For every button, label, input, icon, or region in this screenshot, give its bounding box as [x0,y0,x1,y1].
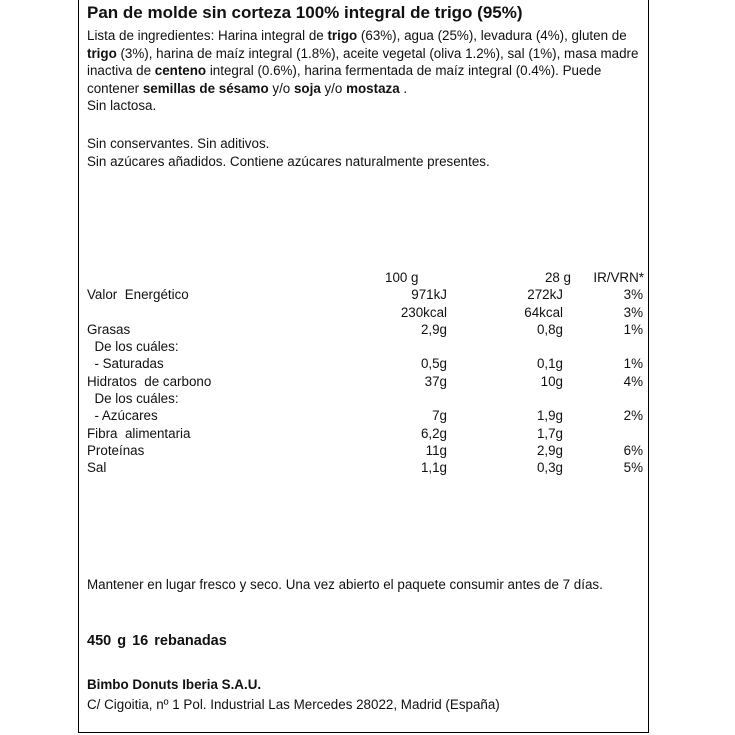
nutrition-header [87,269,647,286]
nutrient-label: Fibra alimentaria [87,425,191,441]
header-28g: 28 g [544,270,571,285]
allergen: semillas de sésamo [142,80,269,96]
allergen: trigo [327,28,358,43]
nutrition-row [87,304,647,321]
value-28g: 1,9g [536,408,563,424]
value-ir: 3% [623,304,643,320]
value-ir: 4% [623,373,643,389]
header-ir: IR/VRN* [593,270,644,285]
value-ir: 5% [623,460,643,476]
ingredients-label: Lista de ingredientes: [87,28,215,43]
allergen: soja [293,80,321,96]
company-name: Bimbo Donuts Iberia S.A.U. [87,677,262,692]
claim-line: Sin azúcares añadidos. Contiene azúcares naturalmente presentes. [87,153,490,169]
nutrition-row [87,442,647,459]
allergen: centeno [154,63,207,79]
nutrient-label: De los cuáles: [87,339,179,355]
value-100g: 11g [425,442,447,458]
nutrient-label: De los cuáles: [87,391,179,407]
value-28g: 0,1g [536,356,563,372]
nutrition-row [87,390,647,407]
value-100g: 230kcal [400,304,447,320]
nutrient-label: Proteínas [87,442,145,458]
value-100g: 37g [424,373,447,389]
value-100g: 1,1g [420,460,447,476]
nutrition-row [87,286,647,303]
value-28g: 0,3g [536,460,563,476]
ingredients-part: (3%), harina de maíz integral (1.8%), aceite vegetal (oliva 1.2%), sal (1%), masa madre inactiva de [87,45,639,79]
ingredients-part: y/o [320,80,347,96]
nutrition-row [87,355,647,372]
value-28g: 10g [540,373,563,389]
nutrition-row [87,459,647,476]
value-ir: 1% [623,356,643,372]
nutrition-table [87,269,647,477]
ingredients-part: y/o [268,80,294,96]
value-28g: 64kcal [524,304,563,320]
lactose-note: Sin lactosa. [87,98,157,113]
value-ir: 3% [623,287,643,303]
ingredients-part: Harina integral de [214,28,328,43]
value-ir: 1% [623,321,643,337]
nutrition-row [87,338,647,355]
nutrition-row [87,425,647,442]
value-28g: 0,8g [536,321,563,337]
header-100g: 100 g [385,270,419,285]
ingredients-part: . [399,80,408,96]
value-100g: 0,5g [420,356,447,372]
product-title: Pan de molde sin corteza 100% integral de trigo (95%) [87,3,523,22]
ingredients-part: (63%), agua (25%), levadura (4%), gluten de [357,28,627,43]
nutrition-row [87,373,647,390]
nutrition-row [87,407,647,424]
value-28g: 2,9g [536,442,563,458]
company-address: C/ Cigoitia, nº 1 Pol. Industrial Las Mercedes 28022, Madrid (España) [87,697,500,712]
value-28g: 1,7g [536,425,563,441]
value-ir: 6% [623,442,643,458]
value-28g: 272kJ [527,287,563,303]
nutrition-row [87,321,647,338]
nutrient-label: - Saturadas [87,356,164,372]
value-100g: 7g [432,408,447,424]
allergen: mostaza [346,80,400,96]
nutrient-label: Valor Energético [87,287,189,303]
value-ir: 2% [623,408,643,424]
ingredients-text [87,27,643,97]
nutrient-label: Sal [87,460,107,476]
nutrient-label: Grasas [87,321,131,337]
value-100g: 971kJ [411,287,447,303]
net-weight: 450 g 16 rebanadas [87,633,227,649]
nutrient-label: - Azúcares [87,408,158,424]
value-100g: 2,9g [420,321,447,337]
allergen: trigo [87,45,117,61]
ingredients-part: integral (0.6%), harina fermentada de maíz integral (0.4%). Puede contener [87,63,602,96]
claim-line: Sin conservantes. Sin aditivos. [87,136,270,151]
claims [87,135,490,170]
nutrient-label: Hidratos de carbono [87,373,212,389]
value-100g: 6,2g [420,425,447,441]
storage-instructions: Mantener en lugar fresco y seco. Una vez abierto el paquete consumir antes de 7 días. [87,577,603,592]
